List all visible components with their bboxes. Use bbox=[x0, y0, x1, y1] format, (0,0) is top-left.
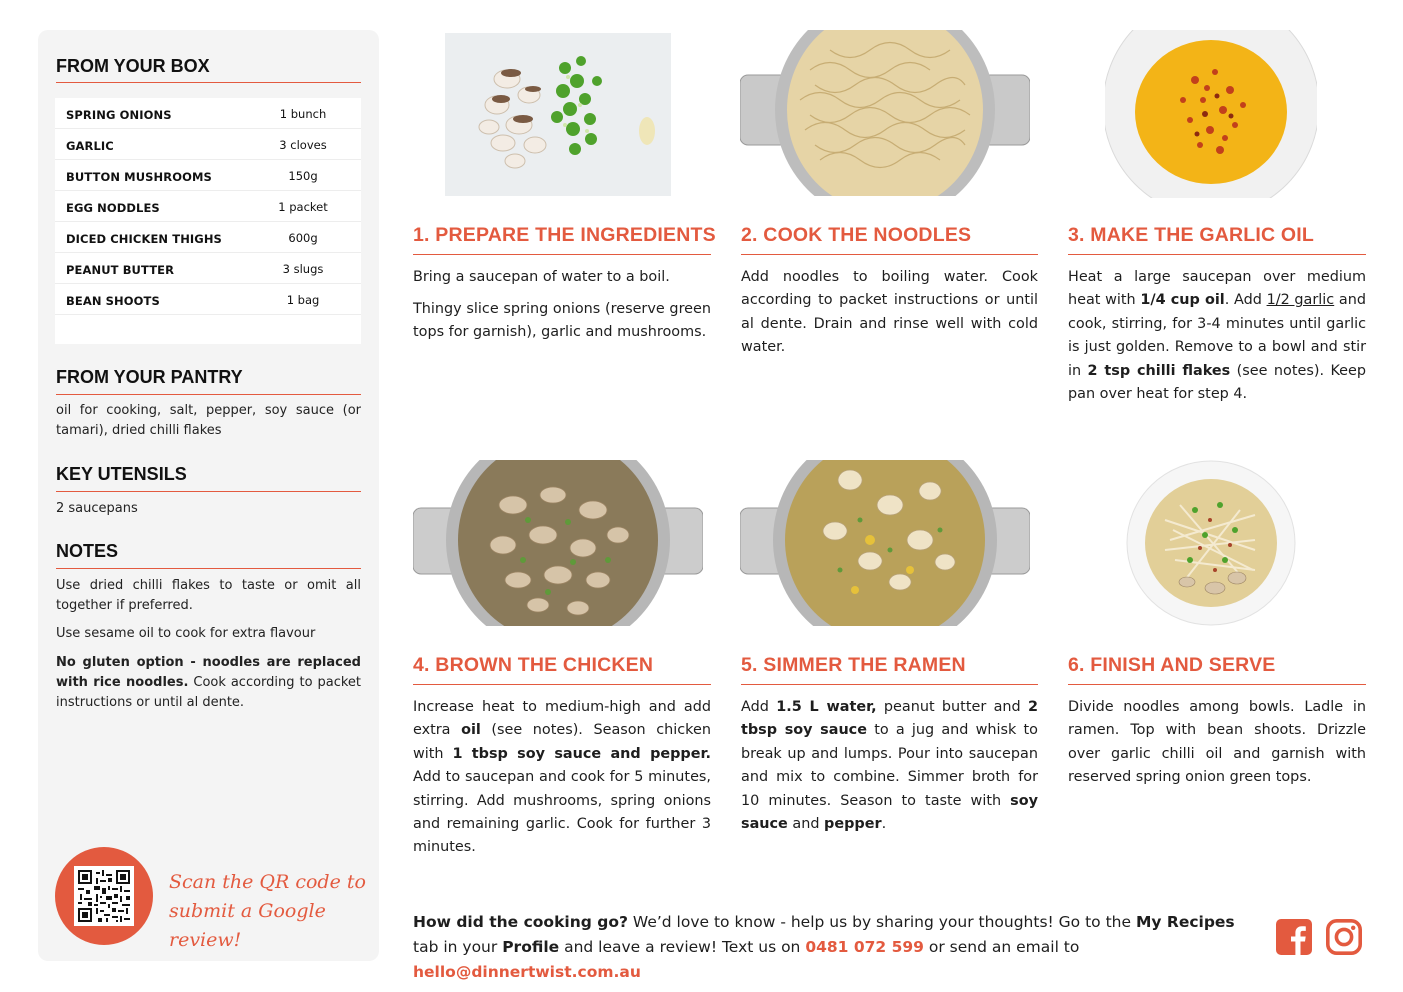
note-2: Use sesame oil to cook for extra flavour bbox=[56, 626, 316, 641]
bold-run: oil bbox=[461, 722, 481, 739]
step-6-photo bbox=[1125, 460, 1297, 626]
qr-caption bbox=[169, 868, 369, 955]
step-6-paragraph-1: Divide noodles among bowls. Ladle in ramen. Top with bean shoots. Drizzle over garlic chilli oil and garnish with reserved spring onion green tops. bbox=[1068, 699, 1366, 786]
review-footer bbox=[413, 910, 1263, 985]
ingredient-name: PEANUT BUTTER bbox=[66, 263, 175, 277]
step-1-title: 1. PREPARE THE INGREDIENTS bbox=[413, 224, 716, 246]
facebook-icon[interactable] bbox=[1276, 919, 1312, 955]
notes-title: NOTES bbox=[56, 541, 119, 561]
bold-run: pepper bbox=[824, 816, 882, 833]
step-6-title: 6. FINISH AND SERVE bbox=[1068, 654, 1276, 676]
table-row bbox=[55, 98, 361, 129]
key-utensils-title: KEY UTENSILS bbox=[56, 464, 187, 484]
ingredient-name: EGG NODDLES bbox=[66, 201, 160, 215]
divider bbox=[741, 684, 1038, 685]
step-5-title: 5. SIMMER THE RAMEN bbox=[741, 654, 966, 676]
divider bbox=[413, 254, 711, 255]
qr-badge[interactable] bbox=[55, 847, 153, 945]
text-run: Add bbox=[741, 699, 777, 715]
pantry-text: oil for cooking, salt, pepper, soy sauce (or tamari), dried chilli flakes bbox=[56, 403, 361, 438]
step-6-text bbox=[1068, 696, 1366, 798]
instagram-icon[interactable] bbox=[1326, 919, 1362, 955]
bold-run: 1/4 cup oil bbox=[1140, 292, 1225, 309]
text-run: Increase heat to medium-high and add extra bbox=[413, 699, 711, 739]
divider bbox=[1068, 254, 1366, 255]
ingredient-name: DICED CHICKEN THIGHS bbox=[66, 232, 222, 246]
ingredient-qty: 600g bbox=[288, 231, 318, 245]
step-5-text bbox=[741, 696, 1038, 845]
divider bbox=[741, 254, 1038, 255]
phone-link[interactable]: 0481 072 599 bbox=[805, 938, 924, 956]
step-2-photo bbox=[740, 30, 1030, 196]
step-2-title: 2. COOK THE NOODLES bbox=[741, 224, 972, 246]
text-run: and leave a review! Text us on bbox=[559, 938, 806, 956]
box-ingredients-table bbox=[55, 98, 361, 344]
step-3-photo bbox=[1105, 30, 1317, 198]
step-5-photo bbox=[740, 460, 1030, 626]
step-3-text bbox=[1068, 266, 1366, 415]
step-4-title: 4. BROWN THE CHICKEN bbox=[413, 654, 654, 676]
text-run: peanut butter and bbox=[876, 699, 1028, 715]
step-3-title: 3. MAKE THE GARLIC OIL bbox=[1068, 224, 1314, 246]
ingredient-name: BEAN SHOOTS bbox=[66, 294, 160, 308]
qr-code-icon[interactable] bbox=[74, 866, 134, 926]
utensils-text: 2 saucepans bbox=[56, 501, 138, 516]
profile-label: Profile bbox=[502, 938, 560, 956]
my-recipes-label: My Recipes bbox=[1135, 913, 1235, 931]
step-2-text bbox=[741, 266, 1038, 368]
divider bbox=[56, 568, 361, 569]
ingredient-name: BUTTON MUSHROOMS bbox=[66, 170, 212, 184]
underlined-run: 1/2 garlic bbox=[1266, 292, 1335, 309]
step-5-paragraph-1 bbox=[741, 696, 1038, 836]
text-run: . Add bbox=[1224, 292, 1267, 309]
step-4-paragraph-1 bbox=[413, 696, 711, 860]
table-row bbox=[55, 253, 361, 284]
divider bbox=[413, 684, 711, 685]
table-row bbox=[55, 284, 361, 315]
ingredient-qty: 150g bbox=[288, 169, 318, 183]
bold-run: 1.5 L water, bbox=[776, 699, 877, 715]
table-row bbox=[55, 160, 361, 191]
text-run: and cook, stirring, for 3-4 minutes until garlic is just golden. Remove to a bowl and stir in bbox=[1068, 292, 1366, 379]
step-1-paragraph-2: Thingy slice spring onions (reserve green tops for garnish), garlic and mushrooms. bbox=[413, 300, 711, 341]
gluten-bold-text: No gluten option - noodles are replaced with rice noodles. bbox=[56, 655, 361, 690]
bold-run: 2 tbsp soy sauce bbox=[741, 699, 1039, 739]
step-4-text bbox=[413, 696, 711, 868]
bold-run: 2 tsp chilli flakes bbox=[1087, 362, 1231, 379]
from-your-box-title: FROM YOUR BOX bbox=[56, 56, 210, 76]
ingredient-name: SPRING ONIONS bbox=[66, 108, 172, 122]
ingredient-qty: 3 cloves bbox=[279, 138, 327, 152]
text-run: to a jug and whisk to break up and lumps. Pour into saucepan and mix to combine. Simmer broth for 10 minutes. Season to taste with bbox=[741, 722, 1038, 809]
bold-run: 1 tbsp soy sauce and pepper. bbox=[452, 745, 711, 762]
step-1-paragraph-1: Bring a saucepan of water to a boil. bbox=[413, 269, 670, 285]
text-run: We’d love to know - help us by sharing your thoughts! Go to the bbox=[627, 913, 1136, 931]
email-link[interactable]: hello@dinnertwist.com.au bbox=[413, 963, 641, 981]
divider bbox=[56, 394, 361, 395]
text-run: tab in your bbox=[413, 938, 503, 956]
ingredient-qty: 1 bag bbox=[286, 293, 320, 307]
step-4-photo bbox=[413, 460, 703, 626]
divider bbox=[1068, 684, 1366, 685]
ingredient-name: GARLIC bbox=[66, 139, 114, 153]
gluten-rest-text: Cook according to packet instructions or until al dente. bbox=[56, 675, 362, 710]
ingredient-qty: 3 slugs bbox=[282, 262, 324, 276]
ingredient-qty: 1 bunch bbox=[279, 107, 327, 121]
from-your-pantry-title: FROM YOUR PANTRY bbox=[56, 367, 243, 387]
ingredient-qty: 1 packet bbox=[278, 200, 328, 214]
divider bbox=[56, 82, 361, 83]
text-run: . bbox=[881, 816, 887, 833]
text-run: Heat a large saucepan over medium heat with bbox=[1068, 269, 1366, 309]
step-1-photo bbox=[445, 33, 671, 196]
table-row bbox=[55, 129, 361, 160]
qr-caption-line-1: Scan the QR code to bbox=[169, 871, 366, 893]
footer-question: How did the cooking go? bbox=[413, 913, 628, 931]
table-row bbox=[55, 191, 361, 222]
step-3-paragraph-1 bbox=[1068, 266, 1366, 406]
step-2-paragraph-1: Add noodles to boiling water. Cook according to packet instructions or until al dente. Drain and rinse well with cold water. bbox=[741, 269, 1038, 356]
ingredients-sidebar bbox=[38, 30, 379, 961]
text-run: or send an email to bbox=[923, 938, 1080, 956]
note-gluten bbox=[56, 653, 361, 713]
text-run: Add to saucepan and cook for 5 minutes, stirring. Add mushrooms, spring onions and remaining garlic. Cook for further 3 minutes. bbox=[413, 769, 711, 856]
qr-caption-line-2: submit a Google review! bbox=[169, 900, 326, 951]
step-1-text bbox=[413, 266, 711, 353]
table-row bbox=[55, 222, 361, 253]
bold-run: soy sauce bbox=[741, 792, 1038, 833]
note-1: Use dried chilli flakes to taste or omit all together if preferred. bbox=[56, 578, 361, 613]
text-run: and bbox=[787, 816, 825, 833]
text-run: (see notes). Season chicken with bbox=[413, 722, 711, 762]
text-run: (see notes). Keep pan over heat for step 4. bbox=[1068, 362, 1367, 403]
divider bbox=[56, 491, 361, 492]
